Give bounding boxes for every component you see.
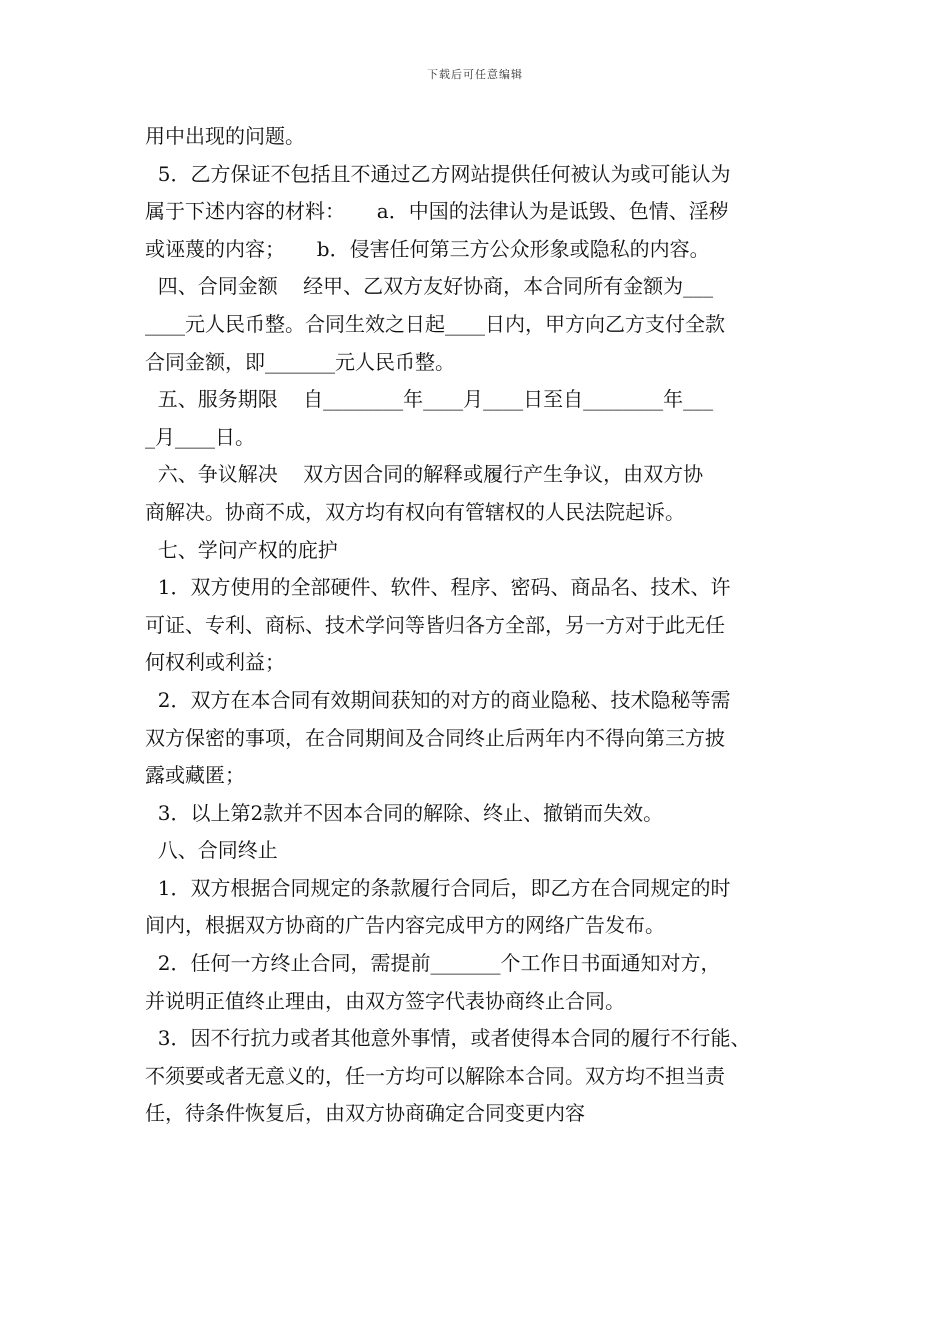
text-line: 合同金额，即_______元人民币整。 bbox=[145, 349, 455, 374]
text-line: 商解决。协商不成，双方均有权向有管辖权的人民法院起诉。 bbox=[145, 499, 685, 524]
text-line: 并说明正值终止理由，由双方签字代表协商终止合同。 bbox=[145, 988, 625, 1013]
text-line: 或诬蔑的内容； b．侵害任何第三方公众形象或隐私的内容。 bbox=[145, 236, 710, 261]
document-body bbox=[145, 118, 813, 1133]
text-line: 八、合同终止 bbox=[145, 838, 278, 863]
text-line: 间内，根据双方协商的广告内容完成甲方的网络广告发布。 bbox=[145, 913, 665, 938]
text-line: ____元人民币整。合同生效之日起____日内，甲方向乙方支付全款 bbox=[145, 311, 725, 336]
text-line: 不须要或者无意义的，任一方均可以解除本合同。双方均不担当责 bbox=[145, 1063, 725, 1088]
text-line: 5．乙方保证不包括且不通过乙方网站提供任何被认为或可能认为 bbox=[145, 161, 731, 186]
text-line: 任，待条件恢复后，由双方协商确定合同变更内容 bbox=[145, 1101, 585, 1126]
text-line: 1．双方根据合同规定的条款履行合同后，即乙方在合同规定的时 bbox=[145, 875, 731, 900]
text-line: 六、争议解决 双方因合同的解释或履行产生争议，由双方协 bbox=[145, 462, 704, 487]
text-line: 属于下述内容的材料： a．中国的法律认为是诋毁、色情、淫秽 bbox=[145, 199, 729, 224]
text-line: 四、合同金额 经甲、乙双方友好协商，本合同所有金额为___ bbox=[145, 274, 714, 299]
text-line: 3．因不行抗力或者其他意外事情，或者使得本合同的履行不行能、 bbox=[145, 1026, 751, 1051]
text-line: 可证、专利、商标、技术学问等皆归各方全部，另一方对于此无任 bbox=[145, 612, 725, 637]
text-line: 五、服务期限 自________年____月____日至自________年___ bbox=[145, 387, 714, 412]
text-line: 七、学问产权的庇护 bbox=[145, 537, 338, 562]
text-line: 1．双方使用的全部硬件、软件、程序、密码、商品名、技术、许 bbox=[145, 575, 731, 600]
text-line: 3．以上第2款并不因本合同的解除、终止、撤销而失效。 bbox=[145, 800, 664, 825]
text-line: _月____日。 bbox=[145, 424, 255, 449]
page-header-note: 下载后可任意编辑 bbox=[427, 68, 523, 81]
text-line: 何权利或利益； bbox=[145, 650, 285, 675]
text-line: 2．任何一方终止合同，需提前_______个工作日书面通知对方， bbox=[145, 951, 721, 976]
text-line: 双方保密的事项，在合同期间及合同终止后两年内不得向第三方披 bbox=[145, 725, 725, 750]
text-line: 用中出现的问题。 bbox=[145, 124, 305, 148]
text-line: 2．双方在本合同有效期间获知的对方的商业隐秘、技术隐秘等需 bbox=[145, 687, 731, 712]
text-line: 露或藏匿； bbox=[145, 763, 245, 788]
